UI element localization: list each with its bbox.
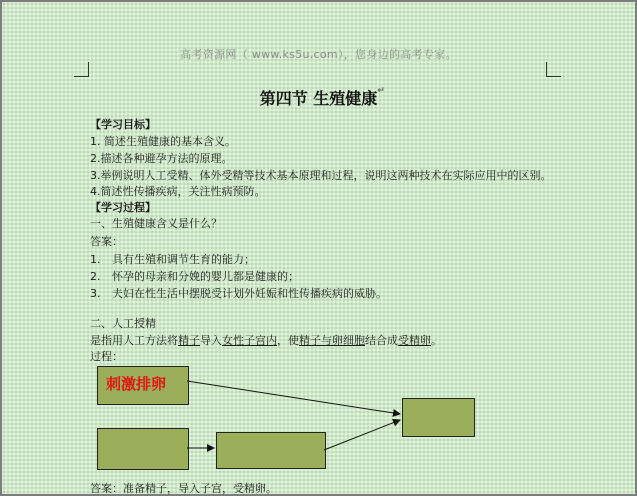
- definition-text: 结合成: [365, 334, 398, 347]
- underlined-term: 女性子宫内: [222, 334, 277, 347]
- process-heading: 【学习过程】: [90, 201, 156, 214]
- answer-number: 1.: [90, 253, 101, 266]
- objective-item: 1. 简述生殖健康的基本含义。: [90, 135, 236, 148]
- arrow-line: [187, 381, 400, 414]
- process-label: 过程：: [90, 350, 123, 363]
- definition-text: 。: [431, 334, 442, 347]
- underlined-term: 受精卵: [398, 334, 431, 347]
- answer-number: 2.: [90, 270, 101, 283]
- objective-item: 2.描述各种避孕方法的原理。: [90, 152, 233, 165]
- underlined-term: 精子: [178, 334, 200, 347]
- answer-text: 具有生殖和调节生育的能力；: [112, 253, 255, 266]
- objectives-heading: 【学习目标】: [90, 118, 156, 131]
- paragraph-mark: ↵: [377, 86, 385, 96]
- answer-number: 3.: [90, 287, 101, 300]
- objective-item: 3.举例说明人工受精、体外受精等技术基本原理和过程，说明这两种技术在实际应用中的区别。: [90, 169, 552, 182]
- answer-text: 怀孕的母亲和分娩的婴儿都是健康的；: [112, 270, 299, 283]
- section-2-heading: 二、人工授精: [90, 317, 156, 330]
- answer-text: 夫妇在性生活中摆脱受计划外妊娠和性传播疾病的威胁。: [112, 287, 387, 300]
- question-1: 一、生殖健康含义是什么？: [90, 217, 222, 230]
- definition-text: 是指用人工方法将: [90, 334, 178, 347]
- definition-text: ，使: [277, 334, 299, 347]
- title-text: 第四节 生殖健康: [259, 89, 378, 108]
- page-header: 高考资源网（ www.ks5u.com），您身边的高考专家。: [180, 48, 457, 61]
- answer-label: 答案：: [90, 235, 123, 248]
- answer-line: 答案：准备精子，导入子宫，受精卵。: [90, 482, 277, 495]
- objective-item: 4.简述性传播疾病，关注性病预防。: [90, 185, 266, 198]
- arrow-line: [324, 420, 400, 450]
- box-label: 刺激排卵: [106, 375, 167, 393]
- definition-text: 导入: [200, 334, 222, 347]
- underlined-term: 精子与卵细胞: [299, 334, 365, 347]
